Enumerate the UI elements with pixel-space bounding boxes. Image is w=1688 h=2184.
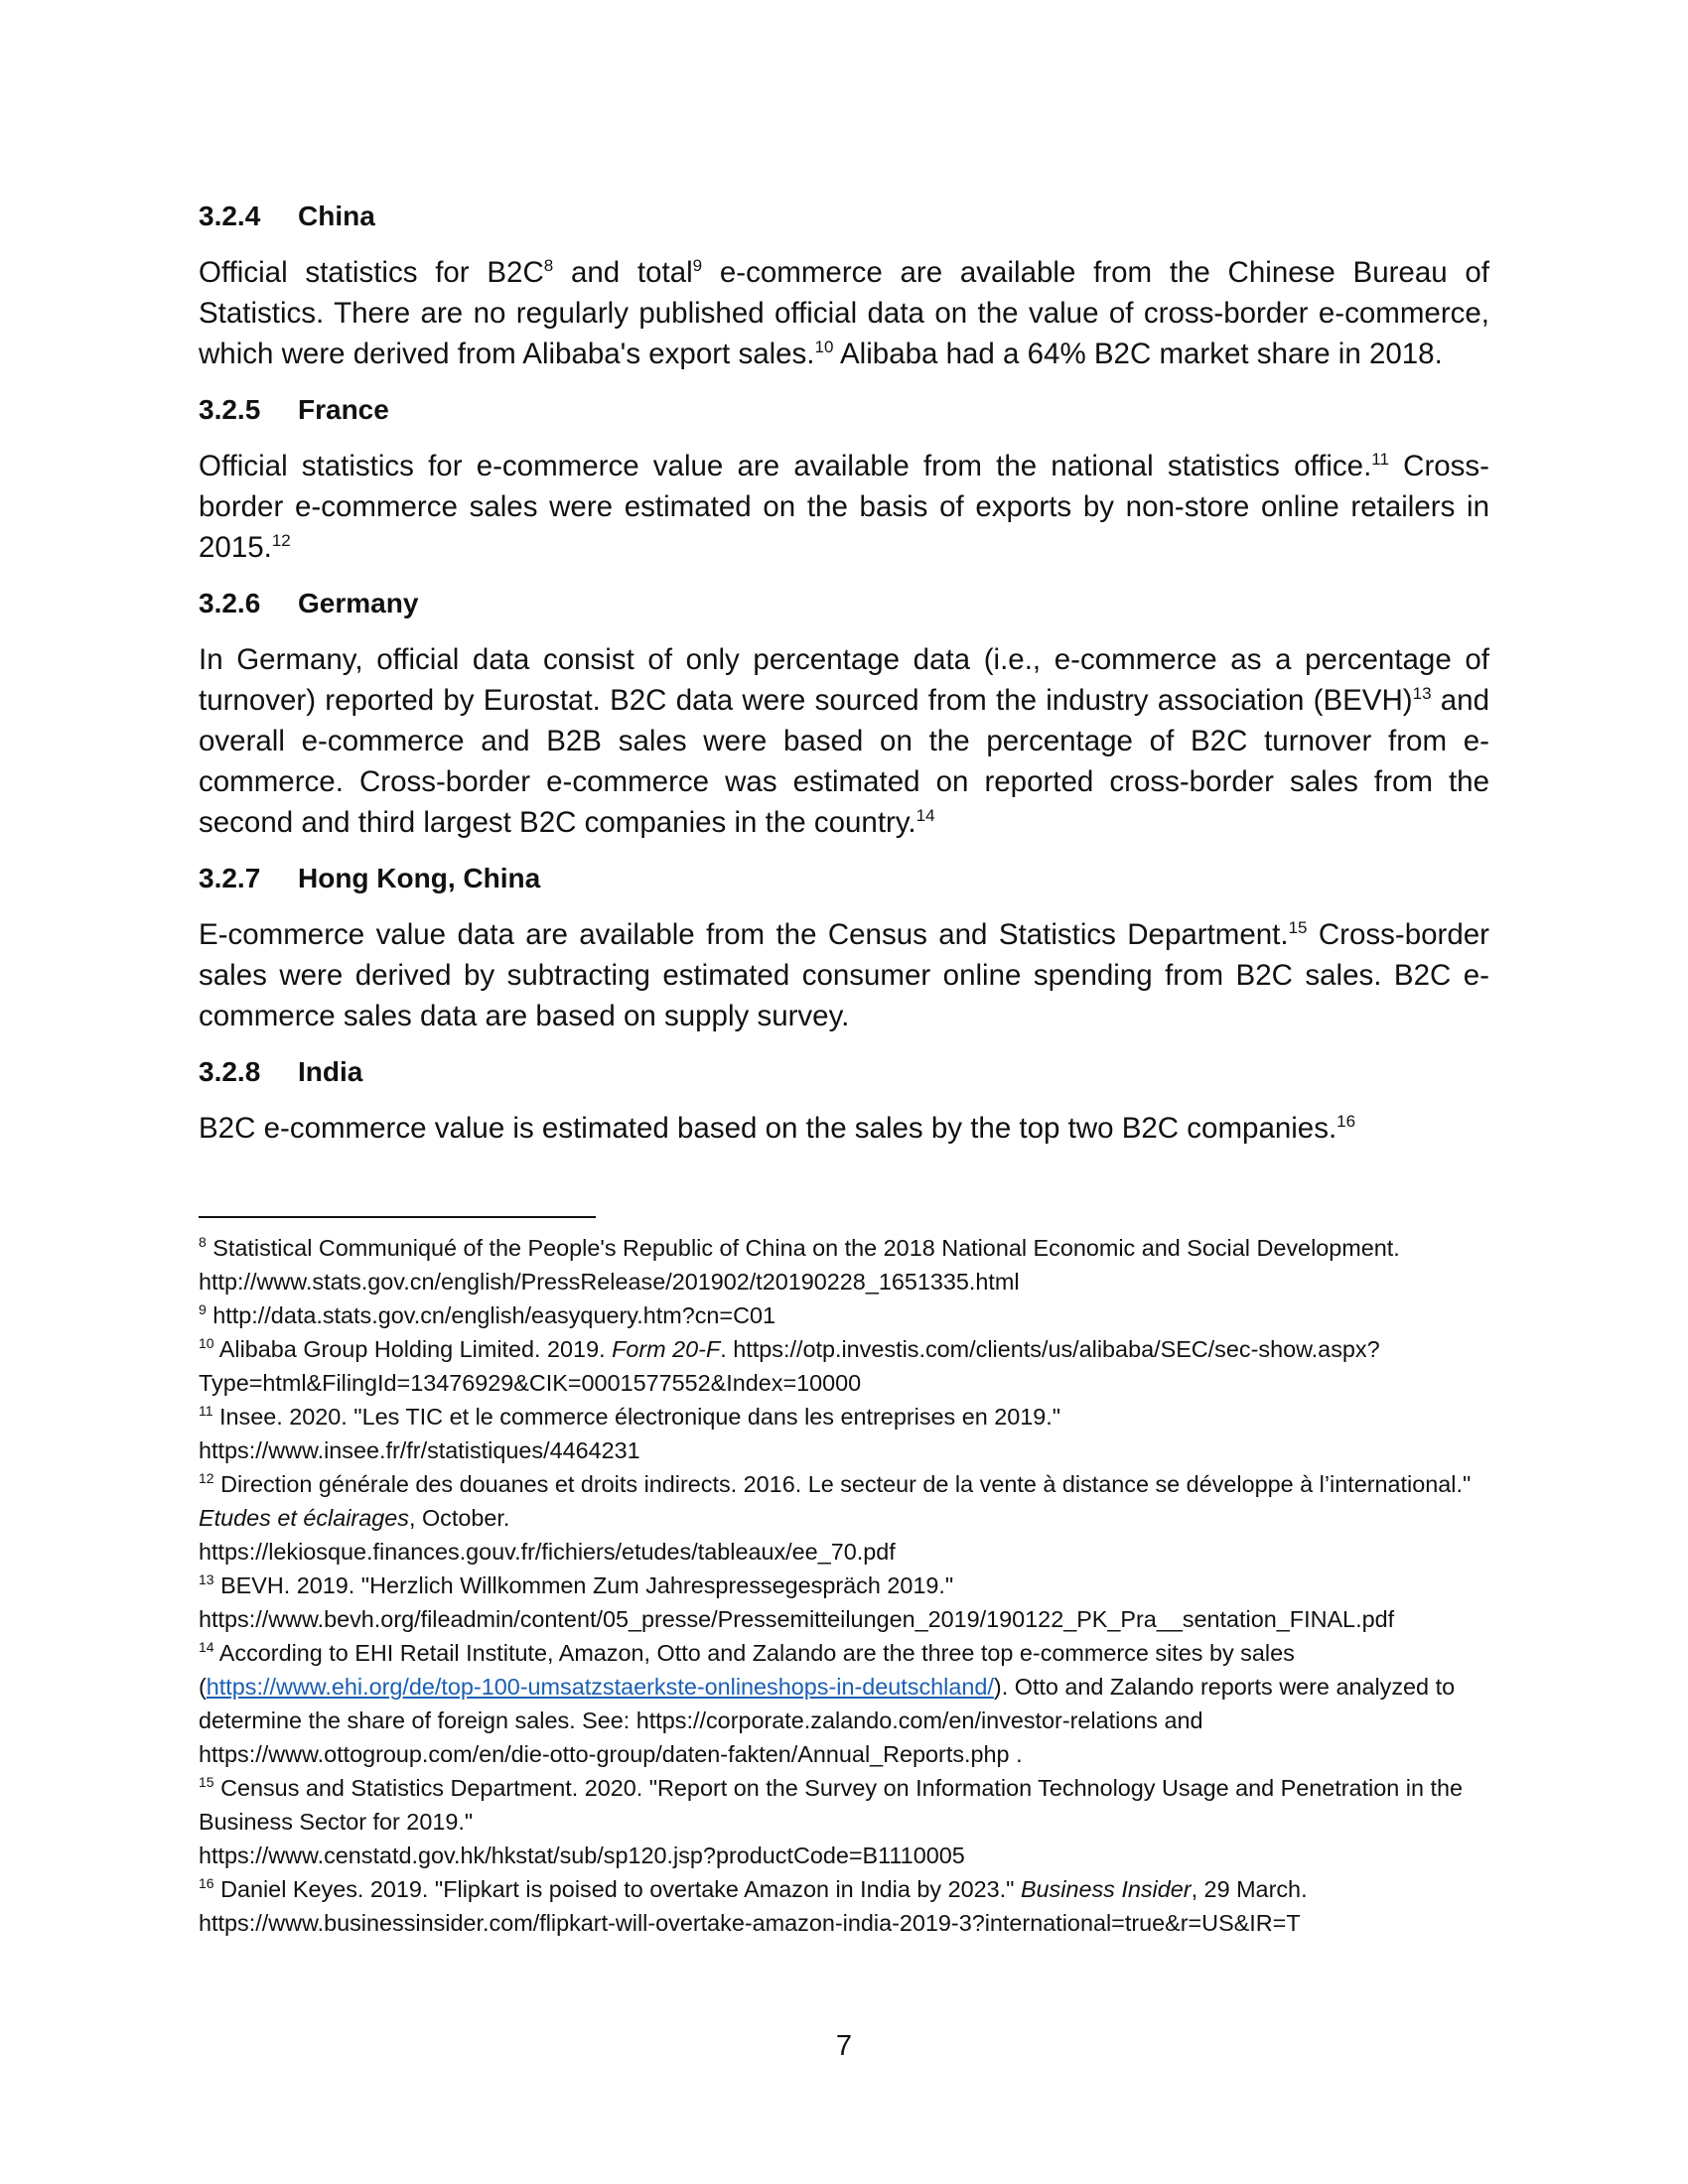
- section-china: [199, 199, 1489, 374]
- footnote-12: [199, 1467, 1499, 1569]
- footnote-ref[interactable]: 15: [1288, 918, 1308, 938]
- footnote-mark: 11: [199, 1403, 213, 1420]
- section-number: 3.2.6: [199, 588, 261, 618]
- section-heading: [199, 586, 1489, 621]
- footnote-url: https://www.censtatd.gov.hk/hkstat/sub/sp120.jsp?productCode=B1110005: [199, 1843, 965, 1868]
- footnote-url: https://www.bevh.org/fileadmin/content/05_presse/Pressemitteilungen_2019/190122_PK_Pra__sentation_FINAL.pdf: [199, 1606, 1395, 1632]
- section-heading: [199, 199, 1489, 234]
- section-heading: [199, 392, 1489, 428]
- footnote-text: . https://otp.investis.com/clients/us/alibaba/SEC/sec-show.aspx?Type=html&FilingId=13476929&CIK=0001577552&Index=10000: [199, 1336, 1380, 1396]
- section-germany: [199, 586, 1489, 843]
- section-title: India: [298, 1056, 363, 1087]
- section-paragraph: [199, 1108, 1489, 1149]
- footnote-mark: 16: [199, 1875, 214, 1892]
- footnote-ref[interactable]: 8: [543, 256, 554, 276]
- text-run: and total: [553, 256, 693, 289]
- footnote-text: Direction générale des douanes et droits indirects. 2016. Le secteur de la vente à distance se développe à l’international.": [213, 1471, 1472, 1497]
- footnote-mark: 9: [199, 1301, 207, 1318]
- footnote-mark: 15: [199, 1774, 214, 1791]
- footnote-text: Alibaba Group Holding Limited. 2019.: [213, 1336, 613, 1362]
- text-run: and overall e-commerce and B2B sales were based on the percentage of B2C turnover from e-commerce. Cross-border e-commerce was estimated on reported cross-border sales from the second and third largest B2C companies in the country.: [199, 684, 1489, 839]
- section-number: 3.2.8: [199, 1056, 261, 1087]
- page-number: 7: [835, 2030, 853, 2062]
- text-run: Official statistics for e-commerce value are available from the national statistics office.: [199, 450, 1372, 482]
- footnote-ref[interactable]: 12: [271, 531, 291, 551]
- footnote-ref[interactable]: 10: [814, 338, 834, 357]
- text-run: Official statistics for B2C: [199, 256, 544, 289]
- section-india: [199, 1054, 1489, 1149]
- footnote-mark: 10: [199, 1335, 214, 1352]
- footnote-url: https://www.businessinsider.com/flipkart-will-overtake-amazon-india-2019-3?international=true&r=US&IR=T: [199, 1910, 1301, 1936]
- footnote-url: https://www.insee.fr/fr/statistiques/4464231: [199, 1437, 640, 1463]
- text-run: In Germany, official data consist of only percentage data (i.e., e-commerce as a percentage of turnover) reported by Eurostat. B2C data were sourced from the industry association (BEVH): [199, 643, 1489, 717]
- section-paragraph: [199, 252, 1489, 374]
- footnote-title: Etudes et éclairages: [199, 1505, 409, 1531]
- footnote-16: [199, 1872, 1499, 1940]
- footnote-text: According to EHI Retail Institute, Amazon, Otto and Zalando are the three top e-commerce sites by sales (: [199, 1640, 1295, 1700]
- footnote-ref[interactable]: 9: [692, 256, 703, 276]
- text-run: Alibaba had a 64% B2C market share in 2018.: [833, 338, 1443, 370]
- footnote-text: Statistical Communiqué of the People's Republic of China on the 2018 National Economic and Social Development. http://www.stats.gov.cn/english/PressRelease/201902/t20190228_1651335.html: [199, 1235, 1400, 1295]
- section-title: Germany: [298, 588, 419, 618]
- footnote-text: , 29 March.: [1191, 1876, 1308, 1902]
- text-run: Cross-border sales were derived by subtracting estimated consumer online spending from B2C sales. B2C e-commerce sales data are based on supply survey.: [199, 918, 1490, 1032]
- main-text: [199, 199, 1489, 1166]
- footnote-ref[interactable]: 16: [1336, 1112, 1356, 1132]
- section-title: France: [298, 394, 389, 425]
- footnote-13: [199, 1569, 1499, 1636]
- footnote-mark: 12: [199, 1470, 214, 1487]
- footnote-link[interactable]: https://www.ehi.org/de/top-100-umsatzstaerkste-onlineshops-in-deutschland/: [206, 1674, 994, 1700]
- text-run: Cross-border e-commerce sales were estimated on the basis of exports by non-store online retailers in 2015.: [199, 450, 1489, 564]
- footnote-mark: 13: [199, 1571, 214, 1588]
- section-paragraph: [199, 914, 1489, 1036]
- section-france: [199, 392, 1489, 568]
- footnote-ref[interactable]: 14: [915, 806, 935, 826]
- section-number: 3.2.7: [199, 863, 261, 893]
- section-title: China: [298, 201, 375, 231]
- section-number: 3.2.4: [199, 201, 261, 231]
- footnote-15: [199, 1771, 1499, 1872]
- footnote-text: Daniel Keyes. 2019. "Flipkart is poised to overtake Amazon in India by 2023.": [213, 1876, 1021, 1902]
- section-heading: [199, 861, 1489, 896]
- footnote-text: ). Otto and Zalando reports were analyzed to determine the share of foreign sales. See: https://corporate.zalando.com/en/investor-relations and https://www.ottogroup.com/en/die-otto-group/daten-fakten/Annual_Reports.php .: [199, 1674, 1456, 1767]
- footnotes: [199, 1231, 1499, 1940]
- footnote-8: [199, 1231, 1499, 1298]
- text-run: B2C e-commerce value is estimated based on the sales by the top two B2C companies.: [199, 1112, 1337, 1145]
- text-run: E-commerce value data are available from the Census and Statistics Department.: [199, 918, 1289, 951]
- text-run: e-commerce are available from the Chinese Bureau of Statistics. There are no regularly published official data on the value of cross-border e-commerce, which were derived from Alibaba's export sales.: [199, 256, 1489, 370]
- footnote-text: Census and Statistics Department. 2020. "Report on the Survey on Information Technology Usage and Penetration in the Business Sector for 2019.": [199, 1775, 1463, 1835]
- section-paragraph: [199, 639, 1489, 843]
- footnote-text: BEVH. 2019. "Herzlich Willkommen Zum Jahrespressegespräch 2019.": [213, 1572, 954, 1598]
- footnote-text: , October.: [408, 1505, 510, 1531]
- section-heading: [199, 1054, 1489, 1090]
- footnote-mark: 14: [199, 1639, 214, 1656]
- footnote-text: Insee. 2020. "Les TIC et le commerce électronique dans les entreprises en 2019.": [212, 1404, 1061, 1430]
- section-title: Hong Kong, China: [298, 863, 541, 893]
- footnote-mark: 8: [199, 1234, 207, 1251]
- footnote-text: http://data.stats.gov.cn/english/easyquery.htm?cn=C01: [206, 1302, 775, 1328]
- footnote-10: [199, 1332, 1499, 1400]
- footnote-title: Form 20-F: [612, 1336, 721, 1362]
- section-hong-kong: [199, 861, 1489, 1036]
- footnote-14: [199, 1636, 1499, 1771]
- footnote-9: [199, 1298, 1499, 1332]
- footnote-separator: [199, 1216, 596, 1218]
- footnote-11: [199, 1400, 1499, 1467]
- footnote-title: Business Insider: [1020, 1876, 1192, 1902]
- section-number: 3.2.5: [199, 394, 261, 425]
- footnote-ref[interactable]: 13: [1412, 684, 1432, 704]
- section-paragraph: [199, 446, 1489, 568]
- footnote-url: https://lekiosque.finances.gouv.fr/fichiers/etudes/tableaux/ee_70.pdf: [199, 1539, 896, 1565]
- footnote-ref[interactable]: 11: [1371, 450, 1389, 470]
